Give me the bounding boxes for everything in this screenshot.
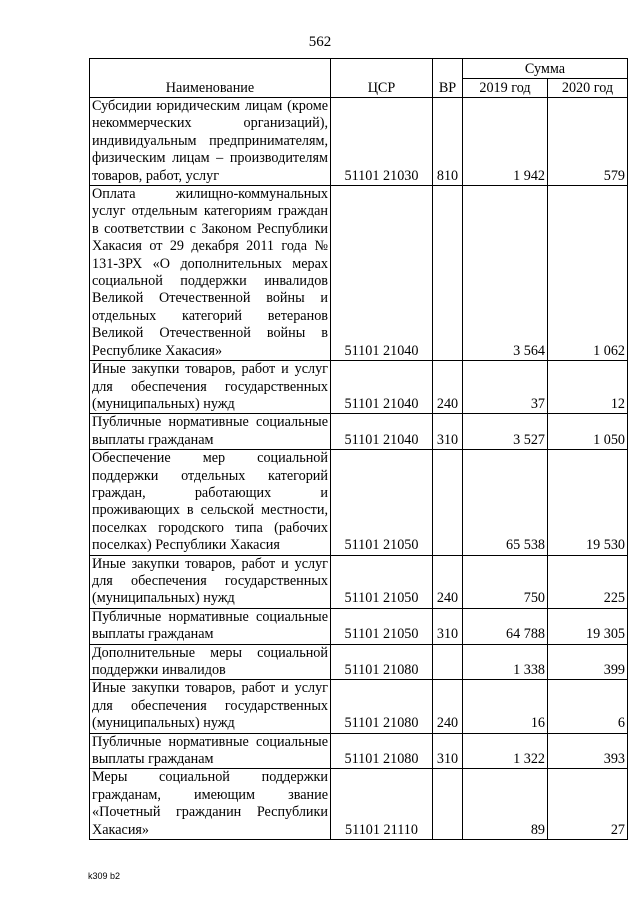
row-name: Публичные нормативные социальные выплаты гражданам: [90, 608, 331, 644]
row-sum-2020: 19 305: [548, 608, 628, 644]
row-vr: [433, 769, 463, 840]
row-vr: [433, 186, 463, 361]
row-sum-2019: 89: [463, 769, 548, 840]
row-sum-2019: 750: [463, 555, 548, 608]
row-sum-2020: 1 050: [548, 414, 628, 450]
row-csr: 51101 21040: [331, 186, 433, 361]
row-sum-2019: 64 788: [463, 608, 548, 644]
table-row: [90, 644, 628, 680]
table-row: [90, 608, 628, 644]
row-vr: [433, 450, 463, 555]
table-row: [90, 555, 628, 608]
row-vr: 240: [433, 361, 463, 414]
row-csr: 51101 21040: [331, 414, 433, 450]
footer-code: k309 b2: [88, 871, 121, 881]
row-sum-2020: 1 062: [548, 186, 628, 361]
table-row: [90, 186, 628, 361]
row-sum-2020: 399: [548, 644, 628, 680]
row-csr: 51101 21050: [331, 450, 433, 555]
row-sum-2020: 19 530: [548, 450, 628, 555]
row-name: Публичные нормативные социальные выплаты гражданам: [90, 733, 331, 769]
row-csr: 51101 21080: [331, 733, 433, 769]
row-sum-2020: 27: [548, 769, 628, 840]
row-name: Обеспечение мер социальной поддержки отдельных категорий граждан, работающих и проживающих в сельской местности, поселках городского типа (рабочих поселках) Республики Хакасия: [90, 450, 331, 555]
row-vr: 310: [433, 608, 463, 644]
table-row: [90, 450, 628, 555]
row-vr: 810: [433, 98, 463, 186]
row-vr: 310: [433, 733, 463, 769]
row-sum-2020: 12: [548, 361, 628, 414]
row-csr: 51101 21050: [331, 608, 433, 644]
row-name: Меры социальной поддержки гражданам, имеющим звание «Почетный гражданин Республики Хакасия»: [90, 769, 331, 840]
row-sum-2019: 3 527: [463, 414, 548, 450]
row-csr: 51101 21040: [331, 361, 433, 414]
row-csr: 51101 21050: [331, 555, 433, 608]
row-name: Субсидии юридическим лицам (кроме некоммерческих организаций), индивидуальным предпринимателям, физическим лицам – производителям товаров, работ, услуг: [90, 98, 331, 186]
row-vr: [433, 644, 463, 680]
row-sum-2020: 6: [548, 680, 628, 733]
page-number: 562: [308, 34, 332, 50]
row-name: Иные закупки товаров, работ и услуг для обеспечения государственных (муниципальных) нужд: [90, 680, 331, 733]
row-sum-2020: 393: [548, 733, 628, 769]
row-vr: 240: [433, 680, 463, 733]
row-sum-2019: 37: [463, 361, 548, 414]
row-sum-2019: 3 564: [463, 186, 548, 361]
row-sum-2019: 1 942: [463, 98, 548, 186]
table-row: [90, 769, 628, 840]
row-name: Иные закупки товаров, работ и услуг для обеспечения государственных (муниципальных) нужд: [90, 361, 331, 414]
table-row: [90, 733, 628, 769]
row-sum-2019: 1 322: [463, 733, 548, 769]
table-row: [90, 414, 628, 450]
row-name: Иные закупки товаров, работ и услуг для обеспечения государственных (муниципальных) нужд: [90, 555, 331, 608]
table-row: [90, 98, 628, 186]
row-sum-2019: 1 338: [463, 644, 548, 680]
header-csr: ЦСР: [331, 59, 433, 98]
table-row: [90, 361, 628, 414]
row-name: Оплата жилищно-коммунальных услуг отдельным категориям граждан в соответствии с Законом Республики Хакасия от 29 декабря 2011 года № 131-ЗРХ «О дополнительных мерах социальной поддержки инвалидов Великой Отечественной войны и отдельных категорий ветеранов Великой Отечественной войны в Республике Хакасия»: [90, 186, 331, 361]
header-year-2020: 2020 год: [548, 79, 628, 98]
row-sum-2019: 65 538: [463, 450, 548, 555]
table-row: [90, 680, 628, 733]
header-vr: ВР: [433, 59, 463, 98]
row-csr: 51101 21110: [331, 769, 433, 840]
row-name: Дополнительные меры социальной поддержки инвалидов: [90, 644, 331, 680]
row-sum-2019: 16: [463, 680, 548, 733]
row-sum-2020: 579: [548, 98, 628, 186]
row-vr: 240: [433, 555, 463, 608]
table-header-row: [90, 59, 628, 79]
row-name: Публичные нормативные социальные выплаты гражданам: [90, 414, 331, 450]
row-sum-2020: 225: [548, 555, 628, 608]
header-year-2019: 2019 год: [463, 79, 548, 98]
header-sum: Сумма: [463, 59, 628, 79]
row-csr: 51101 21080: [331, 680, 433, 733]
row-csr: 51101 21030: [331, 98, 433, 186]
budget-table: [89, 58, 628, 840]
row-csr: 51101 21080: [331, 644, 433, 680]
row-vr: 310: [433, 414, 463, 450]
header-name: Наименование: [90, 59, 331, 98]
